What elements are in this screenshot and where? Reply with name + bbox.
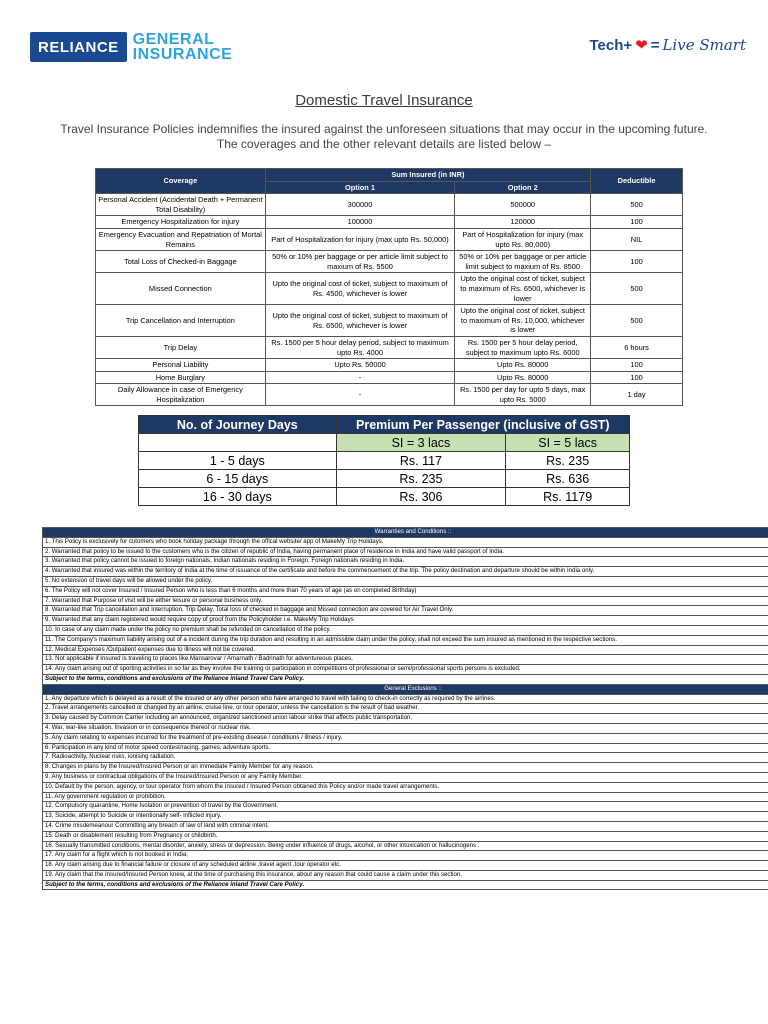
option-2-cell: Rs. 1500 per 5 hour delay period, subject to maximum upto Rs. 6000 <box>455 336 591 358</box>
coverage-cell: Trip Delay <box>96 336 266 358</box>
option-2-cell: Upto Rs. 80000 <box>455 371 591 384</box>
list-item <box>43 576 768 586</box>
option-1-cell: 50% or 10% per baggage or per article limit subject to maxium of Rs. 5500 <box>265 251 455 273</box>
list-item <box>43 635 768 645</box>
exclusion-item: 4. War, war-like situation, Invasion or in consequence thereof or nuclear risk. <box>43 723 768 733</box>
document-title: Domestic Travel Insurance <box>295 92 473 109</box>
exclusion-item: 15. Death or disablement resulting from Pregnancy or childbirth. <box>43 831 768 841</box>
deductible-cell: NIL <box>591 228 683 250</box>
option-1-cell: - <box>265 371 455 384</box>
list-item <box>43 861 768 871</box>
warranty-item: 9. Warranted that any claim registered would require copy of proof from the Policyholder i.e. MakeMy Trip Holidays <box>43 616 768 626</box>
warranty-item: 10. In case of any claim made under the policy no premium shall be refunded on cancellation of the policy. <box>43 625 768 635</box>
intro-line-2: The coverages and the other relevant details are listed below – <box>216 137 552 151</box>
exclusion-item: 12. Compulsory quarantine, Home Isolation or prevention of travel by the Government. <box>43 802 768 812</box>
option-1-cell: Upto the original cost of ticket, subject to maximum of Rs. 4500, whichever is lower <box>265 273 455 305</box>
logo-general-insurance <box>133 32 233 62</box>
list-item <box>43 753 768 763</box>
warranty-item: 6. The Policy will not cover Insured / Insured Person who is less than 6 months and more than 70 years of age (as on completed Birthday) <box>43 586 768 596</box>
warranty-item: 3. Warranted that policy cannot be issued to foreign nationals, Indian nationals residing in Foreign, Foreign nationals residing in India. <box>43 557 768 567</box>
days-cell: 16 - 30 days <box>139 488 337 506</box>
list-item <box>43 733 768 743</box>
option-2-cell: Upto Rs. 80000 <box>455 359 591 372</box>
list-item <box>43 537 768 547</box>
list-item <box>43 772 768 782</box>
exclusion-item: 6. Participation in any kind of motor speed contest/racing, games, adventure sports. <box>43 743 768 753</box>
list-item <box>43 792 768 802</box>
table-row <box>96 228 683 250</box>
tagline <box>589 36 746 54</box>
tagline-tech: Tech+ <box>589 36 633 54</box>
list-item <box>43 782 768 792</box>
premium-cell: Rs. 1179 <box>506 488 630 506</box>
coverage-cell: Personal Liability <box>96 359 266 372</box>
table-row <box>96 273 683 305</box>
option-1-cell: - <box>265 384 455 406</box>
deductible-cell: 500 <box>591 273 683 305</box>
list-item <box>43 645 768 655</box>
exclusions-heading: General Exclusions :: <box>43 684 768 694</box>
option-1-cell: Rs. 1500 per 5 hour delay period, subject to maximum upto Rs. 4000 <box>265 336 455 358</box>
exclusion-item: 7. Radioactivity, Nuclear risks, ionising radiation. <box>43 753 768 763</box>
list-item <box>43 567 768 577</box>
days-cell: 6 - 15 days <box>139 470 337 488</box>
warranties-exclusions-table <box>42 527 768 890</box>
coverage-header: Coverage <box>96 169 266 194</box>
warranty-item: 2. Warranted that policy to be issued to the customers who is the citizen of republic of India, having permanent place of residence in India and have valid passport of India. <box>43 547 768 557</box>
warranties-note: Subject to the terms, conditions and exclusions of the Reliance inland Travel Care Policy. <box>43 674 768 684</box>
list-item <box>43 743 768 753</box>
list-item <box>43 674 768 684</box>
warranty-item: 13. Not applicable if Insured is traveling to places like Mansarovar / Amarnath / Badrinath for adventureous places. <box>43 655 768 665</box>
exclusion-item: 19. Any claim that the Insured/Insured Person knew, at the time of purchasing this insurance, about any reason that could cause a claim under this section. <box>43 870 768 880</box>
warranty-item: 8. Warranted that Trip cancellation and Interruption, Trip Delay, Total loss of checked in baggage and Missed connection are covered for Air Travel Only. <box>43 606 768 616</box>
coverage-cell: Home Burglary <box>96 371 266 384</box>
sum-insured-header: Sum Insured (in INR) <box>265 169 590 182</box>
deductible-cell: 100 <box>591 251 683 273</box>
table-row <box>96 194 683 216</box>
table-row <box>139 488 630 506</box>
logo-reliance-box: RELIANCE <box>30 32 127 62</box>
list-item <box>43 812 768 822</box>
exclusion-item: 16. Sexually transmitted conditions, mental disorder, anxiety, stress or depression. Being under influence of drugs, alcohol, or other intoxication or hallucinogens . <box>43 841 768 851</box>
premium-header: Premium Per Passenger (inclusive of GST) <box>336 416 629 434</box>
table-row <box>96 216 683 229</box>
option-2-cell: Part of Hospitalization for injury (max upto Rs. 80,000) <box>455 228 591 250</box>
option-2-cell: Upto the original cost of ticket, subject to maximum of Rs. 10,000, whichever is lower <box>455 305 591 337</box>
list-item <box>43 763 768 773</box>
empty-cell <box>139 434 337 452</box>
page-header <box>0 0 768 80</box>
list-item <box>43 596 768 606</box>
list-item <box>43 802 768 812</box>
tagline-live-smart: Live Smart <box>662 36 746 54</box>
coverage-cell: Personal Accident (Accidental Death + Permanent Total Disability) <box>96 194 266 216</box>
option-2-cell: 50% or 10% per baggage or per article limit subject to maxium of Rs. 8500 <box>455 251 591 273</box>
coverage-cell: Trip Cancellation and Interruption <box>96 305 266 337</box>
table-row <box>96 251 683 273</box>
reliance-logo <box>30 30 232 64</box>
exclusion-item: 13. Suicide, attempt to Suicide or intentionally self- inflicted injury. <box>43 812 768 822</box>
list-item <box>43 547 768 557</box>
list-item <box>43 616 768 626</box>
list-item <box>43 714 768 724</box>
exclusion-item: 17. Any claim for a flight which is not booked in India; <box>43 851 768 861</box>
heart-icon: ❤ <box>635 37 648 54</box>
intro-line-1: Travel Insurance Policies indemnifies the insured against the unforeseen situations that may occur in the upcoming future. <box>60 122 708 136</box>
warranty-item: 11. The Company's maximum liability arising out of a incident during the trip duration and resulting in an admissible claim under the policy, shall not exceed the sum insured as mentioned in the respective sections. <box>43 635 768 645</box>
table-row <box>96 336 683 358</box>
option-1-cell: Upto the original cost of ticket, subject to maximum of Rs. 6500, whichever is lower <box>265 305 455 337</box>
list-item <box>43 821 768 831</box>
list-item <box>43 586 768 596</box>
deductible-cell: 100 <box>591 216 683 229</box>
warranty-item: 4. Warranted that insured was within the territory of India at the time of issuance of the certificate and before the commencement of the trip. The policy destination and departure should be within India only. <box>43 567 768 577</box>
table-row <box>139 470 630 488</box>
intro-text <box>60 122 708 152</box>
option-2-header: Option 2 <box>455 181 591 194</box>
list-item <box>43 880 768 890</box>
exclusion-item: 5. Any claim relating to expenses incurred for the treatment of pre-existing disease / conditions / illness / injury. <box>43 733 768 743</box>
exclusion-item: 8. Changes in plans by the Insured/Insured Person or an immediate Family Member for any reason. <box>43 763 768 773</box>
list-item <box>43 870 768 880</box>
days-cell: 1 - 5 days <box>139 452 337 470</box>
exclusion-item: 18. Any claim arising due to financial failure or closure of any scheduled airline ,travel agent ,tour operator etc. <box>43 861 768 871</box>
premium-cell: Rs. 636 <box>506 470 630 488</box>
coverage-cell: Missed Connection <box>96 273 266 305</box>
coverage-cell: Daily Allowance in case of Emergency Hospitalization <box>96 384 266 406</box>
deductible-cell: 100 <box>591 371 683 384</box>
warranty-item: 1. This Policy is exclusively for cutomers who book holiday package through the offical website/ app of MakeMy Trip Holidays. <box>43 537 768 547</box>
list-item <box>43 723 768 733</box>
option-1-cell: Upto Rs. 50000 <box>265 359 455 372</box>
list-item <box>43 851 768 861</box>
deductible-header: Deductible <box>591 169 683 194</box>
deductible-cell: 1 day <box>591 384 683 406</box>
si-3-lacs-header: SI = 3 lacs <box>336 434 506 452</box>
table-row <box>96 359 683 372</box>
premium-table <box>138 415 630 506</box>
option-1-header: Option 1 <box>265 181 455 194</box>
option-2-cell: Upto the original cost of ticket, subject to maximum of Rs. 6500, whichever is lower <box>455 273 591 305</box>
deductible-cell: 500 <box>591 194 683 216</box>
warranty-item: 14. Any claim arising out of sporting activities in so far as they involve the training or participation in competitions of professional or semi/professional sports persons is excluded. <box>43 665 768 675</box>
coverage-cell: Emergency Hospitalization for injury <box>96 216 266 229</box>
warranty-item: 5. No extension of travel days will be allowed under the policy. <box>43 576 768 586</box>
warranty-item: 12. Medical Expenses /Outpatient expenses due to illness will not be covered. <box>43 645 768 655</box>
table-row <box>96 305 683 337</box>
option-2-cell: 120000 <box>455 216 591 229</box>
list-item <box>43 704 768 714</box>
deductible-cell: 500 <box>591 305 683 337</box>
exclusion-item: 14. Crime misdemeanour Committing any breach of law of land with criminal intent. <box>43 821 768 831</box>
premium-cell: Rs. 235 <box>506 452 630 470</box>
warranty-item: 7. Warranted that Purpose of visit will be either leisure or personal business only. <box>43 596 768 606</box>
list-item <box>43 625 768 635</box>
logo-word-insurance: INSURANCE <box>132 46 233 63</box>
list-item <box>43 694 768 704</box>
exclusion-item: 1. Any departure which is delayed as a result of the insured or any other person who have arranged to travel with failing to check-in correctly as required by the airlines. <box>43 694 768 704</box>
warranties-heading: Warranties and Conditions :: <box>43 528 768 538</box>
option-1-cell: 100000 <box>265 216 455 229</box>
exclusion-item: 10. Default by the person, agency, or tour operator from whom the Insured / Insured Person obtained this Policy and/or made travel arrangements. <box>43 782 768 792</box>
exclusion-item: 2. Travel arrangements cancelled or changed by an airline, cruise line, or tour operator, unless the cancellation is the result of bad weather. <box>43 704 768 714</box>
journey-days-header: No. of Journey Days <box>139 416 337 434</box>
exclusion-item: 3. Delay caused by Common Carrier including an announced, organized sanctioned union labour strike that affects public transportation. <box>43 714 768 724</box>
list-item <box>43 557 768 567</box>
list-item <box>43 655 768 665</box>
exclusion-item: 9. Any business or contractual obligations of the Insured/Insured Person or any Family Member. <box>43 772 768 782</box>
premium-cell: Rs. 117 <box>336 452 506 470</box>
premium-cell: Rs. 306 <box>336 488 506 506</box>
premium-cell: Rs. 235 <box>336 470 506 488</box>
exclusions-note: Subject to the terms, conditions and exclusions of the Reliance inland Travel Care Policy. <box>43 880 768 890</box>
list-item <box>43 606 768 616</box>
deductible-cell: 100 <box>591 359 683 372</box>
table-row <box>96 371 683 384</box>
list-item <box>43 841 768 851</box>
tagline-equals: = <box>650 36 660 54</box>
table-row <box>96 384 683 406</box>
option-1-cell: 300000 <box>265 194 455 216</box>
deductible-cell: 6 hours <box>591 336 683 358</box>
option-1-cell: Part of Hospitalization for injury (max upto Rs. 50,000) <box>265 228 455 250</box>
si-5-lacs-header: SI = 5 lacs <box>506 434 630 452</box>
list-item <box>43 831 768 841</box>
table-row <box>139 452 630 470</box>
exclusion-item: 11. Any government regulation or prohibition. <box>43 792 768 802</box>
coverage-table <box>95 168 683 406</box>
list-item <box>43 665 768 675</box>
coverage-cell: Total Loss of Checked-in Baggage <box>96 251 266 273</box>
option-2-cell: 500000 <box>455 194 591 216</box>
logo-word-general: GENERAL <box>132 31 215 48</box>
coverage-cell: Emergency Evacuation and Repatriation of Mortal Remains <box>96 228 266 250</box>
option-2-cell: Rs. 1500 per day for upto 5 days, max upto Rs. 5000 <box>455 384 591 406</box>
